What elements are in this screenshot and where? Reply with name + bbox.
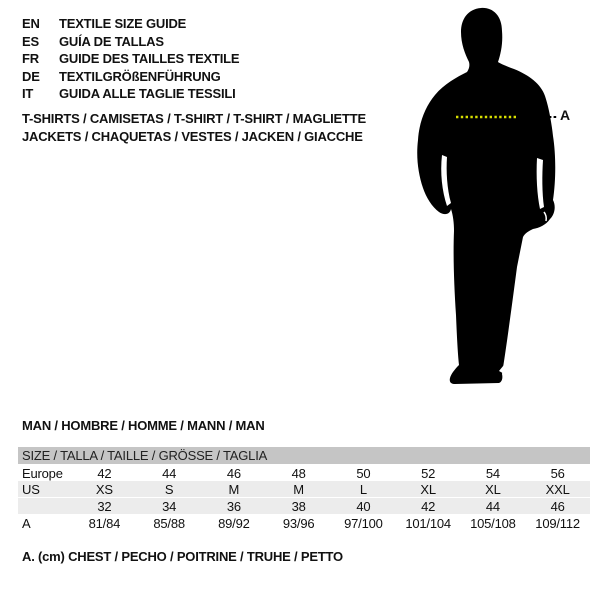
category-jackets: JACKETS / CHAQUETAS / VESTES / JACKEN / GIACCHE: [22, 129, 363, 144]
size-cell: XS: [95, 481, 113, 497]
measure-footnote: A. (cm) CHEST / PECHO / POITRINE / TRUHE / PETTO: [22, 549, 343, 564]
size-cell: 89/92: [218, 515, 250, 531]
size-cell: XXL: [545, 481, 570, 497]
size-cell: L: [359, 481, 367, 497]
size-cell: 101/104: [405, 515, 451, 531]
row-label: Europe: [22, 465, 63, 481]
language-row-it: [22, 85, 239, 103]
language-code: ES: [22, 33, 39, 49]
row-label: A: [22, 515, 31, 531]
size-cell: 97/100: [344, 515, 383, 531]
size-cell: 50: [356, 465, 371, 481]
language-title: GUIDE DES TAILLES TEXTILE: [59, 51, 240, 67]
size-cell: S: [164, 481, 174, 497]
language-row-de: [22, 68, 239, 86]
size-cell: 32: [97, 498, 112, 514]
section-heading: MAN / HOMBRE / HOMME / MANN / MAN: [22, 418, 265, 433]
table-row-europe: [18, 465, 590, 481]
garment-categories: [22, 110, 366, 146]
language-row-es: [22, 33, 239, 51]
table-row-us-numeric: [18, 498, 590, 515]
size-cell: 85/88: [153, 515, 185, 531]
size-cell: XL: [485, 481, 501, 497]
size-cell: 46: [550, 498, 565, 514]
size-cell: 36: [226, 498, 241, 514]
language-title: GUIDA ALLE TAGLIE TESSILI: [59, 86, 236, 102]
size-cell: 93/96: [282, 515, 315, 531]
language-title: GUÍA DE TALLAS: [59, 33, 164, 49]
size-cell: 52: [421, 465, 436, 481]
language-title: TEXTILE SIZE GUIDE: [59, 16, 187, 32]
size-cell: 38: [291, 498, 306, 514]
size-cell: 44: [162, 465, 177, 481]
size-cell: 81/84: [88, 515, 121, 531]
size-cell: 105/108: [470, 515, 516, 531]
language-title: TEXTILGRÖßENFÜHRUNG: [59, 68, 221, 84]
man-silhouette-figure: [415, 5, 565, 395]
size-table-header: SIZE / TALLA / TAILLE / GRÖSSE / TAGLIA: [18, 447, 590, 464]
size-cell: XL: [420, 481, 436, 497]
size-cell: 48: [291, 465, 306, 481]
man-silhouette-icon: [415, 5, 565, 395]
language-code: DE: [22, 68, 40, 84]
size-cell: 40: [356, 498, 371, 514]
language-row-fr: [22, 50, 239, 68]
table-row-chest-a: [18, 515, 590, 531]
measure-label-a: A: [560, 107, 571, 123]
size-cell: 44: [485, 498, 500, 514]
category-tshirts: T-SHIRTS / CAMISETAS / T-SHIRT / T-SHIRT / MAGLIETTE: [22, 111, 366, 126]
language-code: IT: [22, 86, 34, 102]
size-cell: 109/112: [535, 515, 580, 531]
size-cell: 54: [485, 465, 500, 481]
row-label: US: [22, 481, 40, 497]
size-cell: 42: [97, 465, 112, 481]
size-cell: M: [293, 481, 304, 497]
table-row-us: [18, 481, 590, 498]
size-cell: M: [228, 481, 240, 497]
size-table: [18, 447, 590, 531]
size-cell: 42: [421, 498, 436, 514]
size-cell: 34: [162, 498, 177, 514]
language-code: FR: [22, 51, 39, 67]
language-code: EN: [22, 16, 40, 32]
size-cell: 46: [226, 465, 241, 481]
language-row-en: [22, 15, 239, 33]
language-list: [22, 15, 239, 103]
size-cell: 56: [550, 465, 565, 481]
